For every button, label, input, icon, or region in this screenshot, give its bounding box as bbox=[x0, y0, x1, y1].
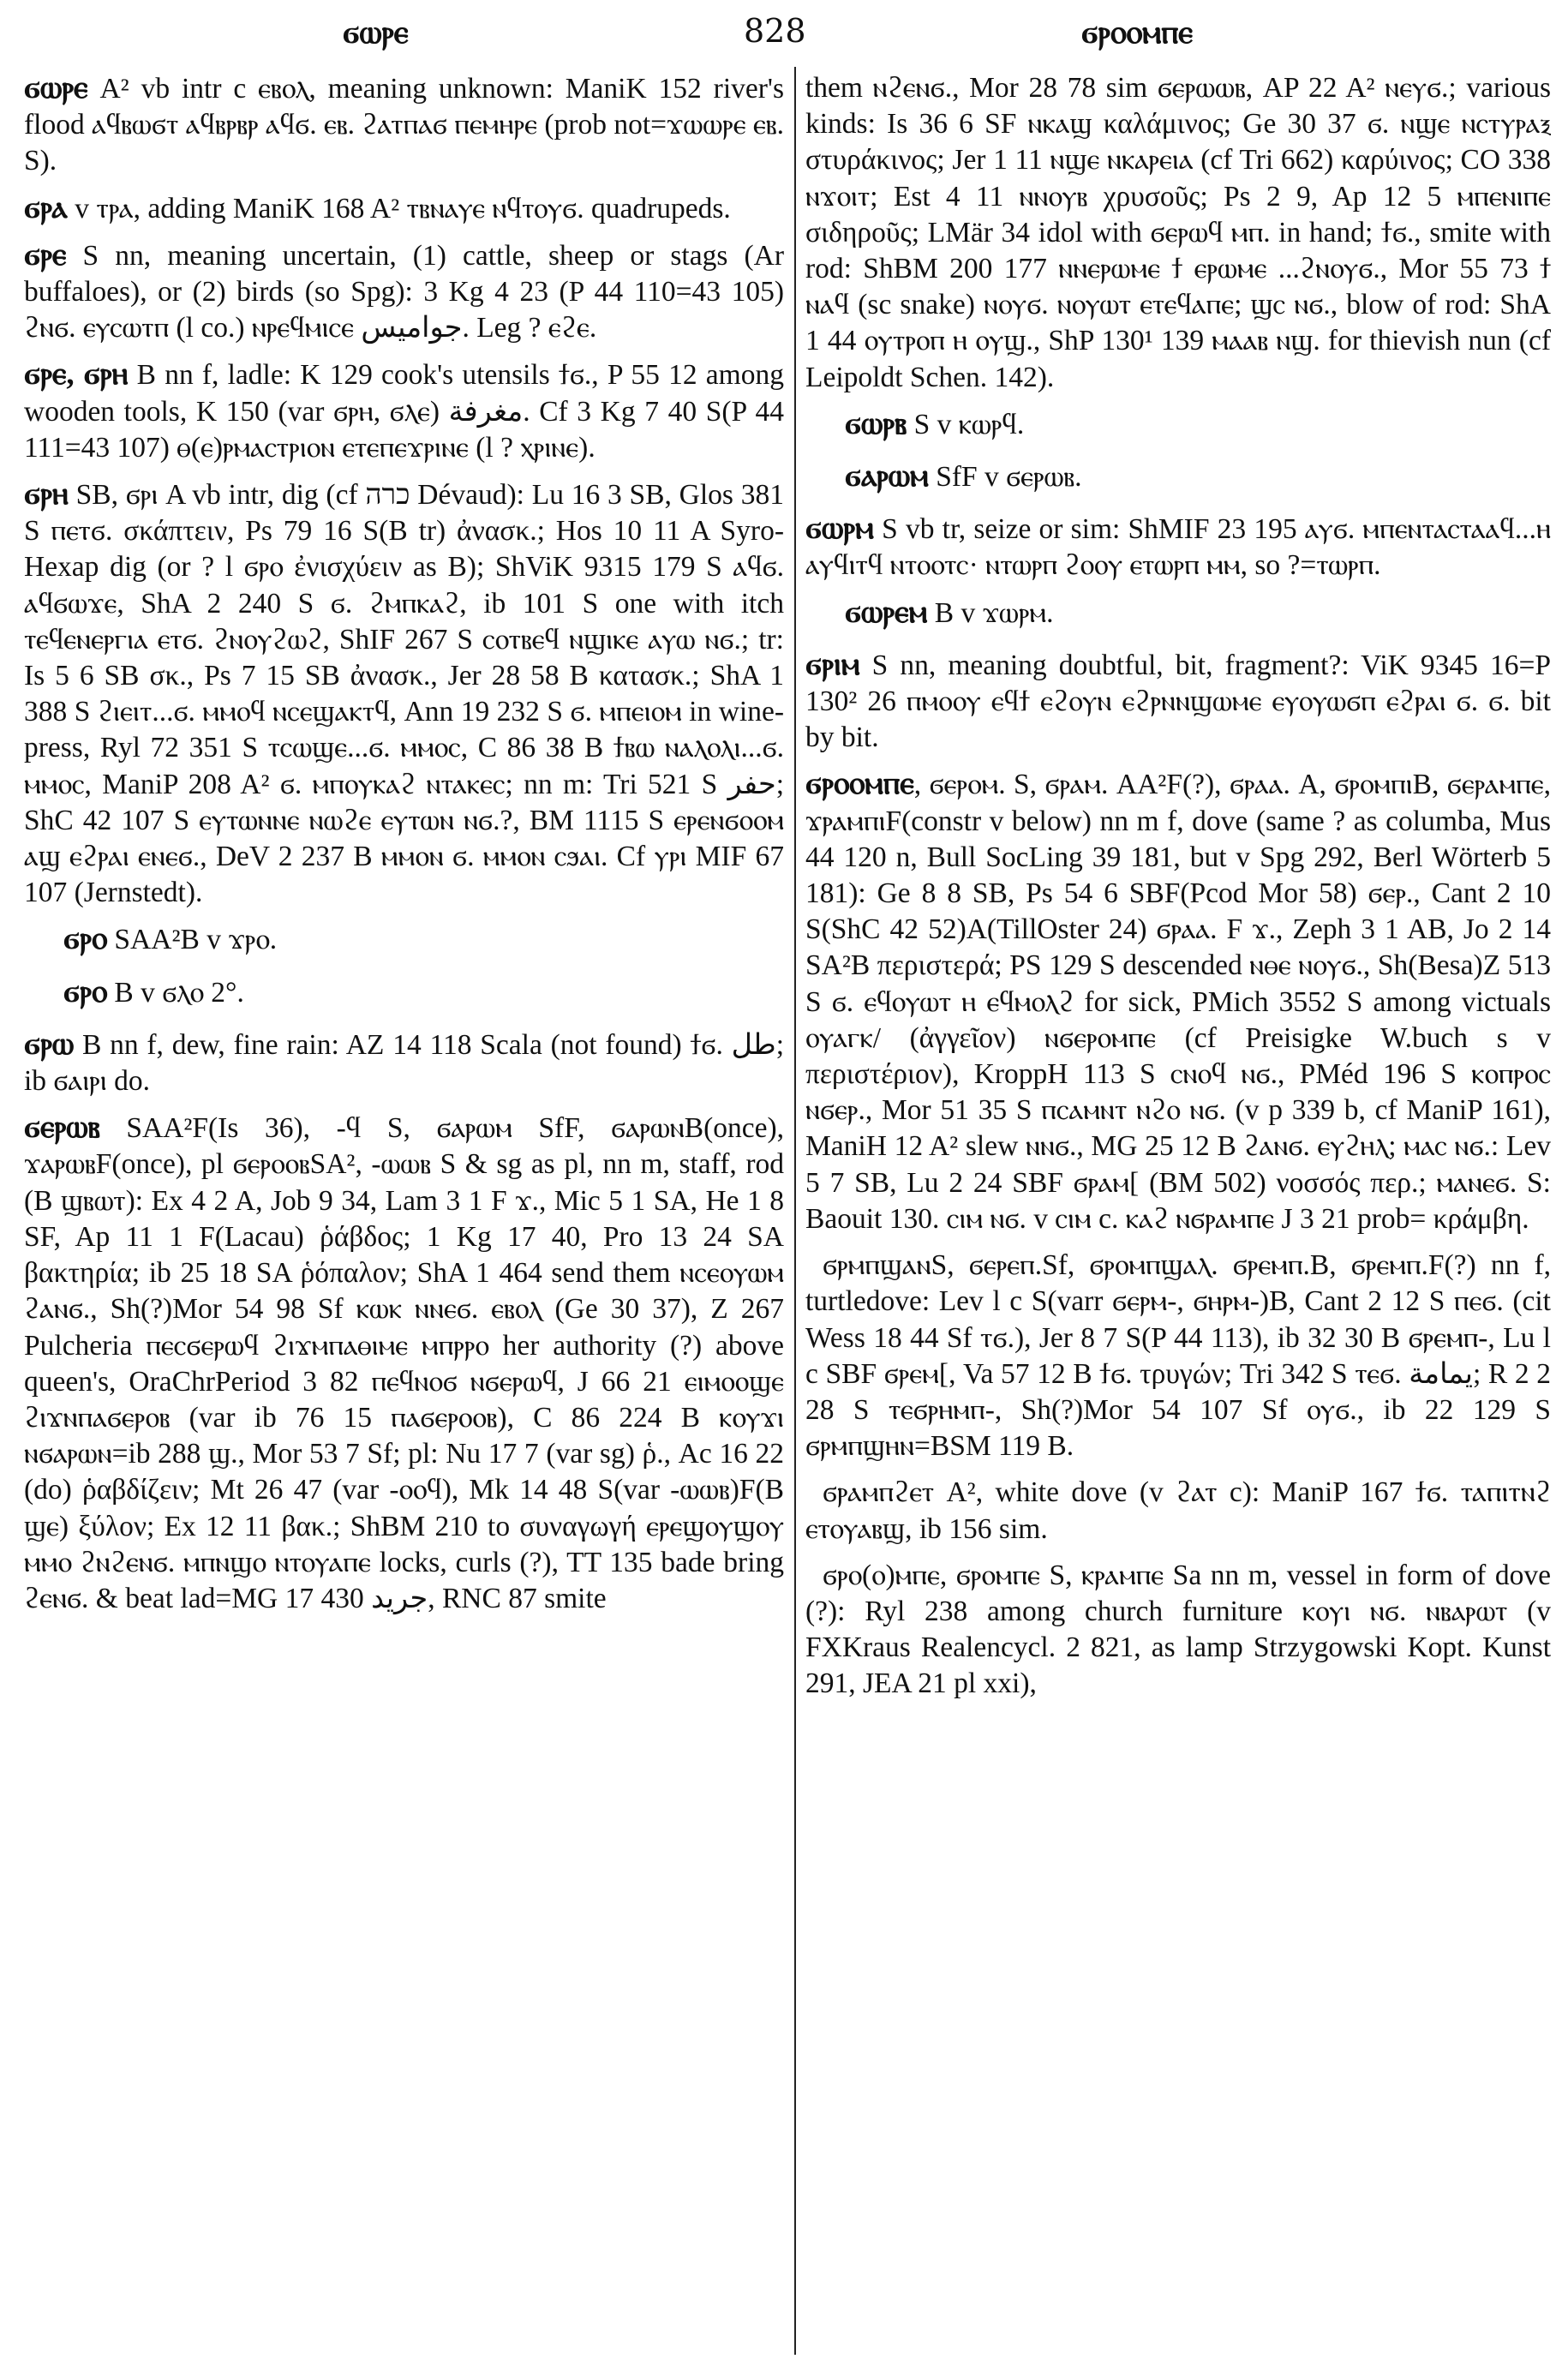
entry-ϭⲱⲣⲙ bbox=[805, 511, 1551, 584]
entry-text: ϭⲣⲙⲡϣⲁⲛS, ϭⲉⲣⲉⲡ.Sf, ϭⲣⲟⲙⲡϣⲁⲗ. ϭⲣⲉⲙⲡ.B, ϭⲣⲉⲙⲡ.F(?) nn f, turtledove: Lev l c S(varr ϭⲉⲣⲙ-, ϭⲏⲣⲙ-)B, Cant 2 12 S ⲡⲉϭ. (cit Wess 18 44 Sf ⲧϭ.), Jer 8 7 S(P 44 113), ib 32 30 B ϭⲣⲉⲙⲡ-, Lu l c SBF ϭⲣⲉⲙ[, Va 57 12 B ϯϭ. τρυγών; Tri 342 S ⲧⲉϭ. يمامة; R 2 2 28 S ⲧⲉϭⲣⲏⲙⲡ-, Sh(?)Mor 54 107 Sf ⲟⲩϭ., ib 22 129 S ϭⲣⲙⲡϣⲏⲛ=BSM 119 B. bbox=[805, 1249, 1551, 1463]
entry-text: SAA²B v ϫⲣⲟ. bbox=[114, 924, 278, 956]
entry-text: B v ϫⲱⲣⲙ. bbox=[934, 596, 1054, 629]
entry-ϭⲣⲁ bbox=[24, 190, 784, 227]
entry-ϭⲱⲣⲉⲙ bbox=[845, 595, 1551, 632]
entry-text: , ϭⲉⲣⲟⲙ. S, ϭⲣⲁⲙ. AA²F(?), ϭⲣⲁⲁ. A, ϭⲣⲟⲙⲡⲓB, ϭⲉⲣⲁⲙⲡⲉ, ϫⲣⲁⲙⲡⲓF(constr v below) nn m f, dove (same ? as columba, Mus 44 120 n, Bull SocLing 39 181, but v Spg 292, Berl Wörterb 5 181): Ge 8 8 SB, Ps 54 6 SBF(Pcod Mor 58) ϭⲉⲣ., Cant 2 10 S(ShC 42 52)A(TillOster 24) ϭⲣⲁⲁ. F ϫ., Zeph 3 1 AB, Jo 2 14 SA²B περιστερά; PS 129 S descended ⲛⲑⲉ ⲛⲟⲩϭ., Sh(Besa)Z 513 S ϭ. ⲉϥⲟⲩⲱⲧ ⲏ ⲉϥⲙⲟⲗϩ for sick, PMich 3552 S among victuals ⲟⲩⲁⲅⲕ/ (ἀγγεῖον) ⲛϭⲉⲣⲟⲙⲡⲉ (cf Preisigke W.buch s v περιστέριον), KroppH 113 S ⲥⲛⲟϥ ⲛϭ., PMéd 196 S ⲕⲟⲡⲣⲟⲥ ⲛϭⲉⲣ., Mor 51 35 S ⲡⲥⲁⲙⲛⲧ ⲛϩⲟ ⲛϭ. (v p 339 b, cf ManiP 161), ManiH 12 A² slew ⲛⲛϭ., MG 25 12 B ϩⲁⲛϭ. ⲉⲩϩⲏⲗ; ⲙⲁⲥ ⲛϭ.: Lev 5 7 SB, Lu 2 24 SBF ϭⲣⲁⲙ[ (BM 502) νοσσός περ.; ⲙⲁⲛⲉϭ. S: Baouit 130. ⲥⲓⲙ ⲛϭ. v ⲥⲓⲙ c. ⲕⲁϩ ⲛϭⲣⲁⲙⲡⲉ J 3 21 prob= κράμβη. bbox=[805, 769, 1551, 1235]
entry-text: them ⲛϩⲉⲛϭ., Mor 28 78 sim ϭⲉⲣⲱⲱⲃ, AP 22 A² ⲛⲉⲩϭ.; various kinds: Is 36 6 SF ⲛⲕⲁϣ καλάμινος; Ge 30 37 ϭ. ⲛϣⲉ ⲛⲥⲧⲩⲣⲁⲝ στυράκινος; Jer 1 11 ⲛϣⲉ ⲛⲕⲁⲣⲉⲓⲁ (cf Tri 662) καρύινος; CO 338 ⲛϫⲟⲓⲧ; Est 4 11 ⲛⲛⲟⲩⲃ χρυσοῦς; Ps 2 9, Ap 12 5 ⲙⲡⲉⲛⲓⲡⲉ σιδηροῦς; LMär 34 idol with ϭⲉⲣⲱϥ ⲙⲡ. in hand; ϯϭ., smite with rod: ShBM 200 177 ⲛⲛⲉⲣⲱⲙⲉ ϯ ⲉⲣⲱⲙⲉ ...ϩⲛⲟⲩϭ., Mor 55 73 ϯ ⲛⲁϥ (sc snake) ⲛⲟⲩϭ. ⲛⲟⲩⲱⲧ ⲉⲧⲉϥⲁⲡⲉ; ϣⲥ ⲛϭ., blow of rod: ShA 1 44 ⲟⲩⲧⲣⲟⲡ ⲏ ⲟⲩϣ., ShP 130¹ 139 ⲙⲁⲁⲃ ⲛϣ. for thievish nun (cf Leipoldt Schen. 142). bbox=[805, 72, 1551, 393]
entry-ϭⲣⲁⲙⲡϩⲉⲧ bbox=[805, 1475, 1551, 1547]
headword: ϭⲱⲣⲉⲙ bbox=[845, 594, 928, 630]
entry-ϭⲉⲣⲱⲃ bbox=[24, 1110, 784, 1617]
headword: ϭⲣⲏ bbox=[24, 476, 69, 512]
headword: ϭⲣⲉ, ϭⲣⲏ bbox=[24, 356, 129, 392]
page-header bbox=[0, 0, 1568, 69]
entry-text: S nn, meaning doubtful, bit, fragment?: ViK 9345 16=P 130² 26 ⲡⲙⲟⲟⲩ ⲉϥϯ ⲉϩⲟⲩⲛ ⲉϩⲣⲛⲛϣⲱⲙⲉ ⲉⲩⲟⲩⲱϭⲡ ⲉϩⲣⲁⲓ ϭ. ϭ. bit by bit. bbox=[805, 649, 1551, 754]
entry-ϭⲣⲟ-1 bbox=[63, 921, 784, 958]
entry-ϭⲣⲙⲡϣⲁⲛ bbox=[805, 1248, 1551, 1464]
headword: ϭⲱⲣⲙ bbox=[805, 511, 874, 547]
right-column bbox=[805, 70, 1551, 2355]
entry-text: A² vb intr c ⲉⲃⲟⲗ, meaning unknown: ManiK 152 river's flood ⲁϥⲃⲱϭⲧ ⲁϥⲃⲣⲃⲣ ⲁϥϭ. ⲉⲃ. ϩⲁⲧⲡⲁϭ ⲡⲉⲙⲏⲣⲉ (prob not=ϫⲱⲱⲣⲉ ⲉⲃ. S). bbox=[24, 73, 784, 177]
headword: ϭⲱⲣⲃ bbox=[845, 405, 907, 441]
headword: ϭⲱⲣⲉ bbox=[24, 70, 88, 105]
entry-text: B nn f, dew, fine rain: AZ 14 118 Scala (not found) ϯϭ. طل; ib ϭⲁⲓⲣⲓ do. bbox=[24, 1028, 784, 1098]
entry-text: v ⲧⲣⲁ, adding ManiK 168 A² ⲧⲃⲛⲁⲩⲉ ⲛϥⲧⲟⲩϭ. quadrupeds. bbox=[75, 192, 731, 225]
entry-text: ϭⲣⲟ(ⲟ)ⲙⲡⲉ, ϭⲣⲟⲙⲡⲉ S, ⲕⲣⲁⲙⲡⲉ Sa nn m, vessel in form of dove (?): Ryl 238 among church furniture ⲕⲟⲩⲓ ⲛϭ. ⲛⲃⲁⲣⲱⲧ (v FXKraus Realencycl. 2 821, as lamp Strzygowski Kopt. Kunst 291, JEA 21 pl xxi), bbox=[805, 1559, 1551, 1700]
entry-ϭⲣⲱ bbox=[24, 1027, 784, 1099]
headword: ϭⲁⲣⲱⲙ bbox=[845, 458, 929, 494]
entry-text: SB, ϭⲣⲓ A vb intr, dig (cf כרה Dévaud): Lu 16 3 SB, Glos 381 S ⲡⲉⲧϭ. σκάπτειν, Ps 79 16 S(B tr) ἀνασκ.; Hos 10 11 A Syro-Hexap dig (or ? l ϭⲣⲟ ἐνισχύειν as B); ShViK 9315 179 S ⲁϥϭ. ⲁϥϭⲱϫⲉ, ShA 2 240 S ϭ. ϩⲙⲡⲕⲁϩ, ib 101 S one with itch ⲧⲉϥⲉⲛⲉⲣⲅⲓⲁ ⲉⲧϭ. ϩⲛⲟⲩϩⲱϩ, ShIF 267 S ⲥⲟⲧⲃⲉϥ ⲛϣⲓⲕⲉ ⲁⲩⲱ ⲛϭ.; tr: Is 5 6 SB σκ., Ps 7 15 SB ἀνασκ., Jer 28 58 B κατασκ.; ShA 1 388 S ϩⲓⲉⲓⲧ...ϭ. ⲙⲙⲟϥ ⲛⲥⲉϣⲁⲕⲧϥ, Ann 19 232 S ϭ. ⲙⲡⲉⲓⲟⲙ in wine-press, Ryl 72 351 S ⲧⲥⲱϣⲉ...ϭ. ⲙⲙⲟⲥ, C 86 38 B ϯⲃⲱ ⲛⲁⲗⲟⲗⲓ...ϭ. ⲙⲙⲟⲥ, ManiP 208 A² ϭ. ⲙⲡⲟⲩⲕⲁϩ ⲛⲧⲁⲕⲉⲥ; nn m: Tri 521 S حفر; ShC 42 107 S ⲉⲩⲧⲱⲛⲛⲉ ⲛⲱϩⲉ ⲉⲩⲧⲱⲛ ⲛϭ.?, BM 1115 S ⲉⲣⲉⲛϭⲟⲟⲙ ⲁϣ ⲉϩⲣⲁⲓ ⲉⲛⲉϭ., DeV 2 237 B ⲙⲙⲟⲛ ϭ. ⲙⲙⲟⲛ ⲥϧⲁⲓ. Cf ⲩⲣⲓ MIF 67 107 (Jernstedt). bbox=[24, 479, 784, 909]
entry-ϭⲣⲏ bbox=[24, 476, 784, 911]
entry-ϭⲁⲣⲱⲙ bbox=[845, 458, 1551, 495]
running-head-left: ϭⲱⲣⲉ bbox=[343, 12, 409, 51]
entry-ϭⲣⲟ-2 bbox=[63, 974, 784, 1011]
left-column bbox=[24, 70, 784, 2355]
headword: ϭⲣⲟ bbox=[63, 921, 108, 957]
headword: ϭⲣⲟⲟⲙⲡⲉ bbox=[805, 766, 914, 802]
headword: ϭⲣⲟ bbox=[63, 973, 108, 1009]
entry-text: S vb tr, seize or sim: ShMIF 23 195 ⲁⲩϭ. ⲙⲡⲉⲛⲧⲁⲥⲧⲁⲁϥ...ⲏ ⲁⲩϥⲓⲧϥ ⲛⲧⲟⲟⲧⲥ· ⲛⲧⲱⲣⲡ ϩⲟⲟⲩ ⲉⲧⲱⲣⲡ ⲙⲙ, so ?=ⲧⲱⲣⲡ. bbox=[805, 513, 1551, 582]
entry-text: B nn f, ladle: K 129 cook's utensils ϯϭ., P 55 12 among wooden tools, K 150 (var ϭⲣⲏ, ϭⲗⲉ) مغرفة. Cf 3 Kg 7 40 S(P 44 111=43 107) ⲑ(ⲉ)ⲣⲙⲁⲥⲧⲣⲓⲟⲛ ⲉⲧⲉⲡⲉϫⲣⲓⲛⲉ (l ? ⲭⲣⲓⲛⲉ). bbox=[24, 359, 784, 464]
entry-text: S nn, meaning uncertain, (1) cattle, sheep or stags (Ar buffaloes), or (2) birds (so Spg): 3 Kg 4 23 (P 44 110=43 105) ϩⲛϭ. ⲉⲩⲥⲱⲧⲡ (l co.) ⲛⲣⲉϥⲙⲓⲥⲉ جواميس. Leg ? ⲉϩⲉ. bbox=[24, 239, 784, 344]
entry-text: B v ϭⲗⲟ 2°. bbox=[114, 976, 244, 1009]
headword: ϭⲣⲓⲙ bbox=[805, 646, 860, 682]
page-number: 828 bbox=[744, 12, 806, 50]
running-head-right: ϭⲣⲟⲟⲙⲡⲉ bbox=[1081, 12, 1194, 51]
entry-text: ϭⲣⲁⲙⲡϩⲉⲧ A², white dove (v ϩⲁⲧ c): ManiP 167 ϯϭ. ⲧⲁⲡⲓⲧⲛϩ ⲉⲧⲟⲩⲁⲃϣ, ib 156 sim. bbox=[805, 1476, 1551, 1545]
entry-ϭⲣⲉ-2 bbox=[24, 356, 784, 466]
entry-text: SfF v ϭⲉⲣⲱⲃ. bbox=[936, 461, 1082, 494]
headword: ϭⲣⲉ bbox=[24, 236, 67, 272]
entry-text: SAA²F(Is 36), -ϥ S, ϭⲁⲣⲱⲙ SfF, ϭⲁⲣⲱⲛB(once), ϫⲁⲣⲱⲃF(once), pl ϭⲉⲣⲟⲟⲃSA², -ⲱⲱⲃ S & sg as pl, nn m, staff, rod (B ϣⲃⲱⲧ): Ex 4 2 A, Job 9 34, Lam 3 1 F ϫ., Mic 5 1 SA, He 1 8 SF, Ap 11 1 F(Lacau) ῥάβδος; 1 Kg 17 40, Pro 13 24 SA βακτηρία; ib 25 18 SA ῥόπαλον; ShA 1 464 send them ⲛⲥⲉⲟⲩⲱⲙ ϩⲁⲛϭ., Sh(?)Mor 54 98 Sf ⲕⲱⲕ ⲛⲛⲉϭ. ⲉⲃⲟⲗ (Ge 30 37), Z 267 Pulcheria ⲡⲉⲥϭⲉⲣⲱϥ ϩⲓϫⲙⲡⲁⲑⲓⲙⲉ ⲙⲡⲣⲣⲟ her authority (?) above queen's, OraChrPeriod 3 82 ⲡⲉϥⲛⲟϭ ⲛϭⲉⲣⲱϥ, J 66 21 ⲉⲓⲙⲟⲟϣⲉ ϩⲓϫⲛⲡⲁϭⲉⲣⲟⲃ (var ib 76 15 ⲡⲁϭⲉⲣⲟⲟⲃ), C 86 224 B ⲕⲟⲩϫⲓ ⲛϭⲁⲣⲱⲛ=ib 288 ϣ., Mor 53 7 Sf; pl: Nu 17 7 (var sg) ῥ., Ac 16 22 (do) ῥαβδίζειν; Mt 26 47 (var -ⲟⲟϥ), Mk 14 48 S(var -ⲱⲱⲃ)F(B ϣⲉ) ξύλον; Ex 12 11 βακ.; ShBM 210 to συναγωγή ⲉⲣⲉϣⲟⲩϣⲟⲩ ⲙⲙⲟ ϩⲛϩⲉⲛϭ. ⲙⲡⲛϣⲟ ⲛⲧⲟⲩⲁⲡⲉ locks, curls (?), TT 135 bade bring ϩⲉⲛϭ. & beat lad=MG 17 430 جريد, RNC 87 smite bbox=[24, 1112, 784, 1614]
entry-continuation bbox=[805, 70, 1551, 396]
entry-ϭⲱⲣⲃ bbox=[845, 406, 1551, 443]
headword: ϭⲣⲱ bbox=[24, 1026, 75, 1062]
column-divider bbox=[794, 67, 796, 2355]
entry-text: S v ⲕⲱⲣϥ. bbox=[913, 408, 1025, 440]
headword: ϭⲣⲁ bbox=[24, 189, 68, 225]
entry-ϭⲣⲟⲟⲙⲡⲉ-vessel bbox=[805, 1558, 1551, 1703]
entry-ϭⲱⲣⲉ bbox=[24, 70, 784, 180]
entry-ϭⲣⲉ-1 bbox=[24, 237, 784, 347]
entry-ϭⲣⲟⲟⲙⲡⲉ bbox=[805, 766, 1551, 1237]
headword: ϭⲉⲣⲱⲃ bbox=[24, 1110, 100, 1146]
entry-ϭⲣⲓⲙ bbox=[805, 647, 1551, 757]
